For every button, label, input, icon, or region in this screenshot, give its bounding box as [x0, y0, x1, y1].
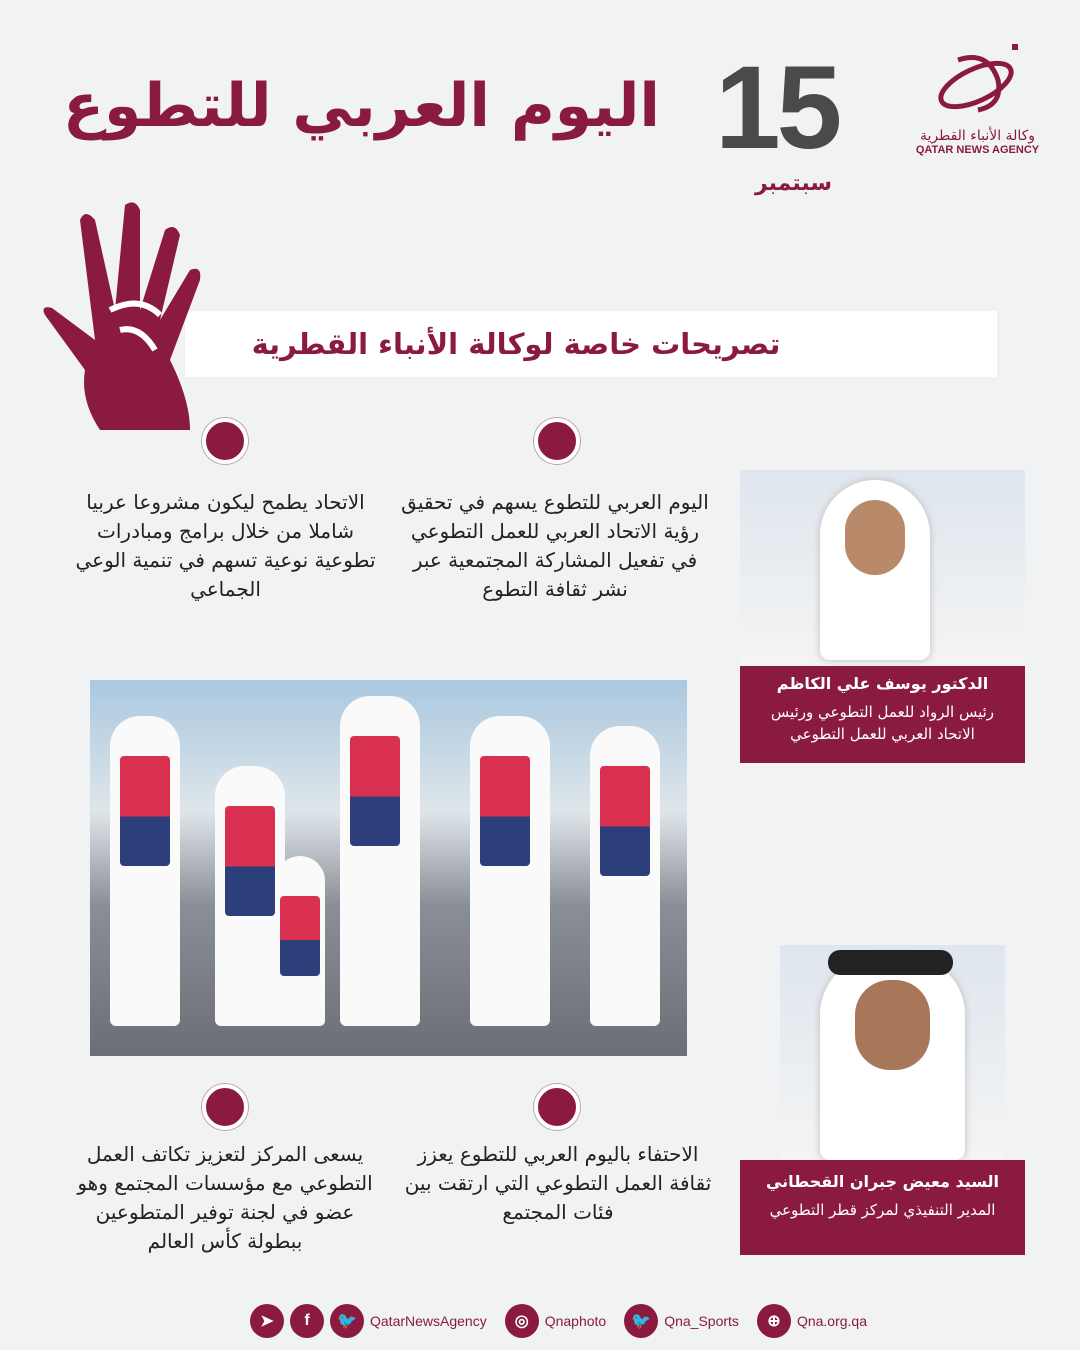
bullet-dot	[202, 418, 248, 464]
section-banner: تصريحات خاصة لوكالة الأنباء القطرية	[185, 311, 997, 377]
bullet-dot	[534, 418, 580, 464]
twitter-icon[interactable]: 🐦	[330, 1304, 364, 1338]
bullet-dot	[534, 1084, 580, 1130]
logo-english-text: QATAR NEWS AGENCY	[915, 144, 1040, 156]
twitter-handle-link[interactable]: Qna_Sports	[664, 1313, 739, 1329]
globe-icon[interactable]: ⊕	[757, 1304, 791, 1338]
social-handle-link[interactable]: QatarNewsAgency	[370, 1313, 487, 1329]
date-day: 15	[715, 42, 839, 174]
hand-icon	[40, 200, 210, 435]
telegram-icon[interactable]: ➤	[250, 1304, 284, 1338]
person-card	[740, 1160, 1025, 1255]
portrait-photo	[740, 470, 1025, 666]
instagram-handle-link[interactable]: Qnaphoto	[544, 1313, 607, 1329]
person-name: الدكتور يوسف علي الكاظم	[776, 674, 989, 693]
person-name: السيد معيض جبران القحطاني	[765, 1172, 1000, 1191]
quote-text: الاتحاد يطمح ليكون مشروعا عربيا شاملا من خلال برامج ومبادرات تطوعية نوعية تسهم في تنمية الوعي الجماعي	[75, 490, 376, 601]
logo-arabic-text: وكالة الأنباء القطرية	[919, 128, 1036, 144]
person-role: المدير التنفيذي لمركز قطر التطوعي	[769, 1201, 996, 1219]
qna-logo	[905, 40, 1050, 156]
instagram-icon[interactable]: ◎	[505, 1304, 539, 1338]
date-month: سبتمبر	[755, 171, 833, 196]
person-card	[740, 666, 1025, 763]
website-link[interactable]: Qna.org.qa	[796, 1313, 867, 1329]
page-title: اليوم العربي للتطوع	[62, 71, 660, 141]
bullet-dot	[202, 1084, 248, 1130]
twitter-icon[interactable]: 🐦	[624, 1304, 658, 1338]
quote-text: الاحتفاء باليوم العربي للتطوع يعزز ثقافة العمل التطوعي التي ارتقت بين فئات المجتمع	[404, 1142, 712, 1224]
portrait-photo	[780, 945, 1005, 1160]
social-footer	[250, 1304, 879, 1338]
facebook-icon[interactable]: f	[290, 1304, 324, 1338]
qna-logo-icon	[928, 40, 1028, 120]
person-role: رئيس الرواد للعمل التطوعي ورئيس الاتحاد العربي للعمل التطوعي	[770, 703, 995, 743]
quote-text: يسعى المركز لتعزيز تكاتف العمل التطوعي مع مؤسسات المجتمع وهو عضو في لجنة توفير المتطوعين ببطولة كأس العالم	[77, 1142, 373, 1253]
volunteers-photo	[90, 680, 687, 1056]
quote-text: اليوم العربي للتطوع يسهم في تحقيق رؤية الاتحاد العربي للعمل التطوعي في تفعيل المشاركة المجتمعية عبر نشر ثقافة التطوع	[401, 490, 709, 601]
